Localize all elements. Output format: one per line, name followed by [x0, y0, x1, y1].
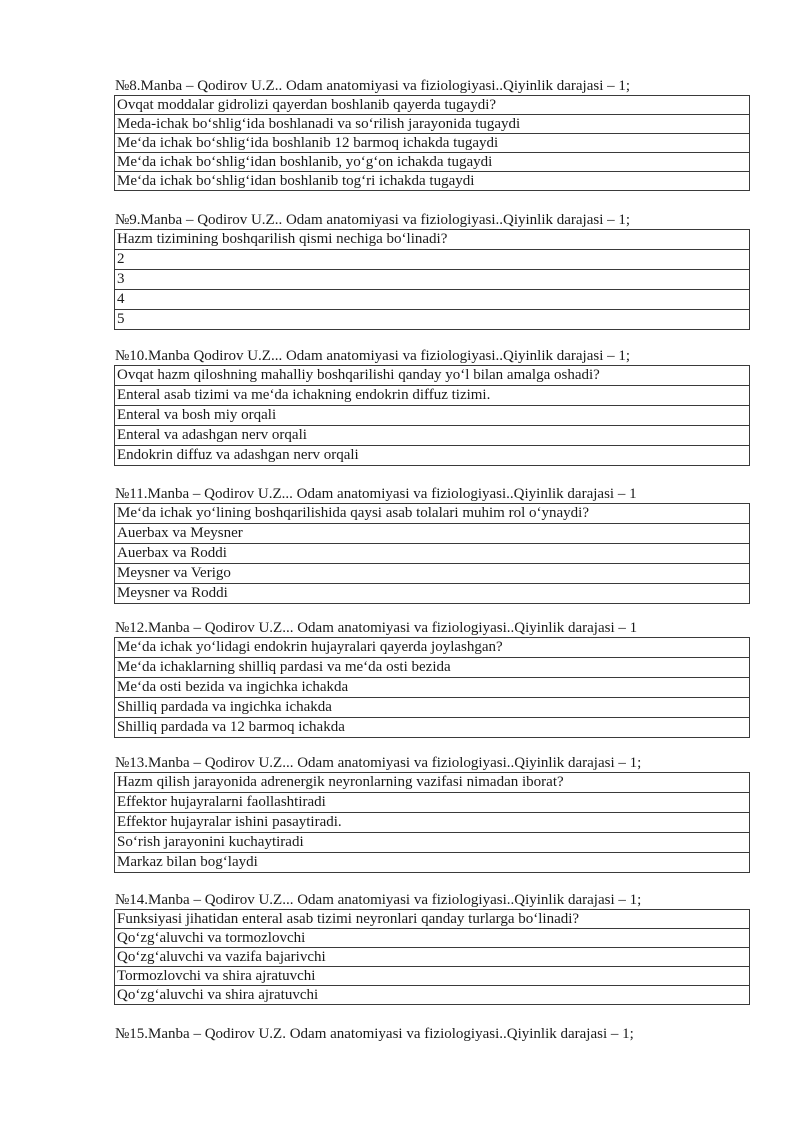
option-row: [115, 310, 750, 330]
question-text: Ovqat moddalar gidrolizi qayerdan boshlanib qayerda tugaydi?: [115, 96, 750, 115]
question-row: [115, 366, 750, 386]
option-text: 5: [115, 310, 750, 330]
option-row: [115, 524, 750, 544]
question-row: [115, 910, 750, 929]
option-text: Tormozlovchi va shira ajratuvchi: [115, 967, 750, 986]
option-text: 2: [115, 250, 750, 270]
option-text: Markaz bilan bog‘laydi: [115, 853, 750, 873]
option-text: Qo‘zg‘aluvchi va shira ajratuvchi: [115, 986, 750, 1005]
option-text: 3: [115, 270, 750, 290]
question-header: №12.Manba – Qodirov U.Z... Odam anatomiyasi va fiziologiyasi..Qiyinlik darajasi – 1: [115, 620, 638, 636]
option-row: [115, 270, 750, 290]
question-table: [114, 909, 750, 1005]
option-text: Enteral va bosh miy orqali: [115, 406, 750, 426]
question-text: Ovqat hazm qiloshning mahalliy boshqarilishi qanday yo‘l bilan amalga oshadi?: [115, 366, 750, 386]
question-block-11: [114, 486, 751, 604]
option-row: [115, 115, 750, 134]
question-row: [115, 773, 750, 793]
option-row: [115, 929, 750, 948]
option-row: [115, 406, 750, 426]
option-text: Me‘da ichak bo‘shlig‘idan boshlanib tog‘ri ichakda tugaydi: [115, 172, 750, 191]
option-row: [115, 584, 750, 604]
option-text: 4: [115, 290, 750, 310]
option-text: Me‘da ichak bo‘shlig‘ida boshlanib 12 barmoq ichakda tugaydi: [115, 134, 750, 153]
question-table: [114, 772, 750, 873]
option-text: Me‘da ichak bo‘shlig‘idan boshlanib, yo‘g‘on ichakda tugaydi: [115, 153, 750, 172]
question-header: №8.Manba – Qodirov U.Z.. Odam anatomiyasi va fiziologiyasi..Qiyinlik darajasi – 1;: [115, 78, 631, 94]
option-row: [115, 678, 750, 698]
question-block-15: [114, 1026, 751, 1043]
option-row: [115, 718, 750, 738]
option-text: So‘rish jarayonini kuchaytiradi: [115, 833, 750, 853]
question-table: [114, 229, 750, 330]
question-block-13: [114, 755, 751, 873]
question-text: Me‘da ichak yo‘lining boshqarilishida qaysi asab tolalari muhim rol o‘ynaydi?: [115, 504, 750, 524]
option-row: [115, 446, 750, 466]
question-table: [114, 365, 750, 466]
question-text: Hazm tizimining boshqarilish qismi nechiga bo‘linadi?: [115, 230, 750, 250]
question-table: [114, 95, 750, 191]
option-row: [115, 386, 750, 406]
option-row: [115, 564, 750, 584]
question-row: [115, 504, 750, 524]
question-text: Hazm qilish jarayonida adrenergik neyronlarning vazifasi nimadan iborat?: [115, 773, 750, 793]
option-text: Meysner va Verigo: [115, 564, 750, 584]
option-row: [115, 250, 750, 270]
question-header: №10.Manba Qodirov U.Z... Odam anatomiyasi va fiziologiyasi..Qiyinlik darajasi – 1;: [115, 348, 631, 364]
option-text: Qo‘zg‘aluvchi va tormozlovchi: [115, 929, 750, 948]
option-text: Endokrin diffuz va adashgan nerv orqali: [115, 446, 750, 466]
option-text: Enteral va adashgan nerv orqali: [115, 426, 750, 446]
option-row: [115, 948, 750, 967]
option-text: Effektor hujayralar ishini pasaytiradi.: [115, 813, 750, 833]
option-text: Auerbax va Roddi: [115, 544, 750, 564]
question-row: [115, 230, 750, 250]
option-text: Meda-ichak bo‘shlig‘ida boshlanadi va so‘rilish jarayonida tugaydi: [115, 115, 750, 134]
option-text: Qo‘zg‘aluvchi va vazifa bajarivchi: [115, 948, 750, 967]
option-text: Effektor hujayralarni faollashtiradi: [115, 793, 750, 813]
question-header: №9.Manba – Qodirov U.Z.. Odam anatomiyasi va fiziologiyasi..Qiyinlik darajasi – 1;: [115, 212, 631, 228]
option-row: [115, 698, 750, 718]
option-row: [115, 172, 750, 191]
question-text: Me‘da ichak yo‘lidagi endokrin hujayralari qayerda joylashgan?: [115, 638, 750, 658]
option-row: [115, 833, 750, 853]
option-row: [115, 134, 750, 153]
question-text: Funksiyasi jihatidan enteral asab tizimi neyronlari qanday turlarga bo‘linadi?: [115, 910, 750, 929]
option-row: [115, 813, 750, 833]
option-row: [115, 986, 750, 1005]
question-block-9: [114, 212, 751, 330]
question-header: №11.Manba – Qodirov U.Z... Odam anatomiyasi va fiziologiyasi..Qiyinlik darajasi – 1: [115, 486, 637, 502]
option-text: Meysner va Roddi: [115, 584, 750, 604]
question-table: [114, 637, 750, 738]
option-text: Shilliq pardada va 12 barmoq ichakda: [115, 718, 750, 738]
option-row: [115, 153, 750, 172]
option-row: [115, 658, 750, 678]
question-table: [114, 503, 750, 604]
question-header: №15.Manba – Qodirov U.Z. Odam anatomiyasi va fiziologiyasi..Qiyinlik darajasi – 1;: [115, 1026, 634, 1042]
option-row: [115, 544, 750, 564]
option-row: [115, 793, 750, 813]
option-text: Shilliq pardada va ingichka ichakda: [115, 698, 750, 718]
option-row: [115, 853, 750, 873]
option-text: Me‘da ichaklarning shilliq pardasi va me‘da osti bezida: [115, 658, 750, 678]
question-block-12: [114, 620, 751, 738]
option-row: [115, 426, 750, 446]
option-text: Enteral asab tizimi va me‘da ichakning endokrin diffuz tizimi.: [115, 386, 750, 406]
option-row: [115, 967, 750, 986]
question-block-10: [114, 348, 751, 466]
question-header: №13.Manba – Qodirov U.Z... Odam anatomiyasi va fiziologiyasi..Qiyinlik darajasi – 1;: [115, 755, 642, 771]
question-block-14: [114, 892, 751, 1005]
option-text: Me‘da osti bezida va ingichka ichakda: [115, 678, 750, 698]
option-row: [115, 290, 750, 310]
question-block-8: [114, 78, 751, 191]
question-row: [115, 96, 750, 115]
question-row: [115, 638, 750, 658]
option-text: Auerbax va Meysner: [115, 524, 750, 544]
question-header: №14.Manba – Qodirov U.Z... Odam anatomiyasi va fiziologiyasi..Qiyinlik darajasi – 1;: [115, 892, 642, 908]
